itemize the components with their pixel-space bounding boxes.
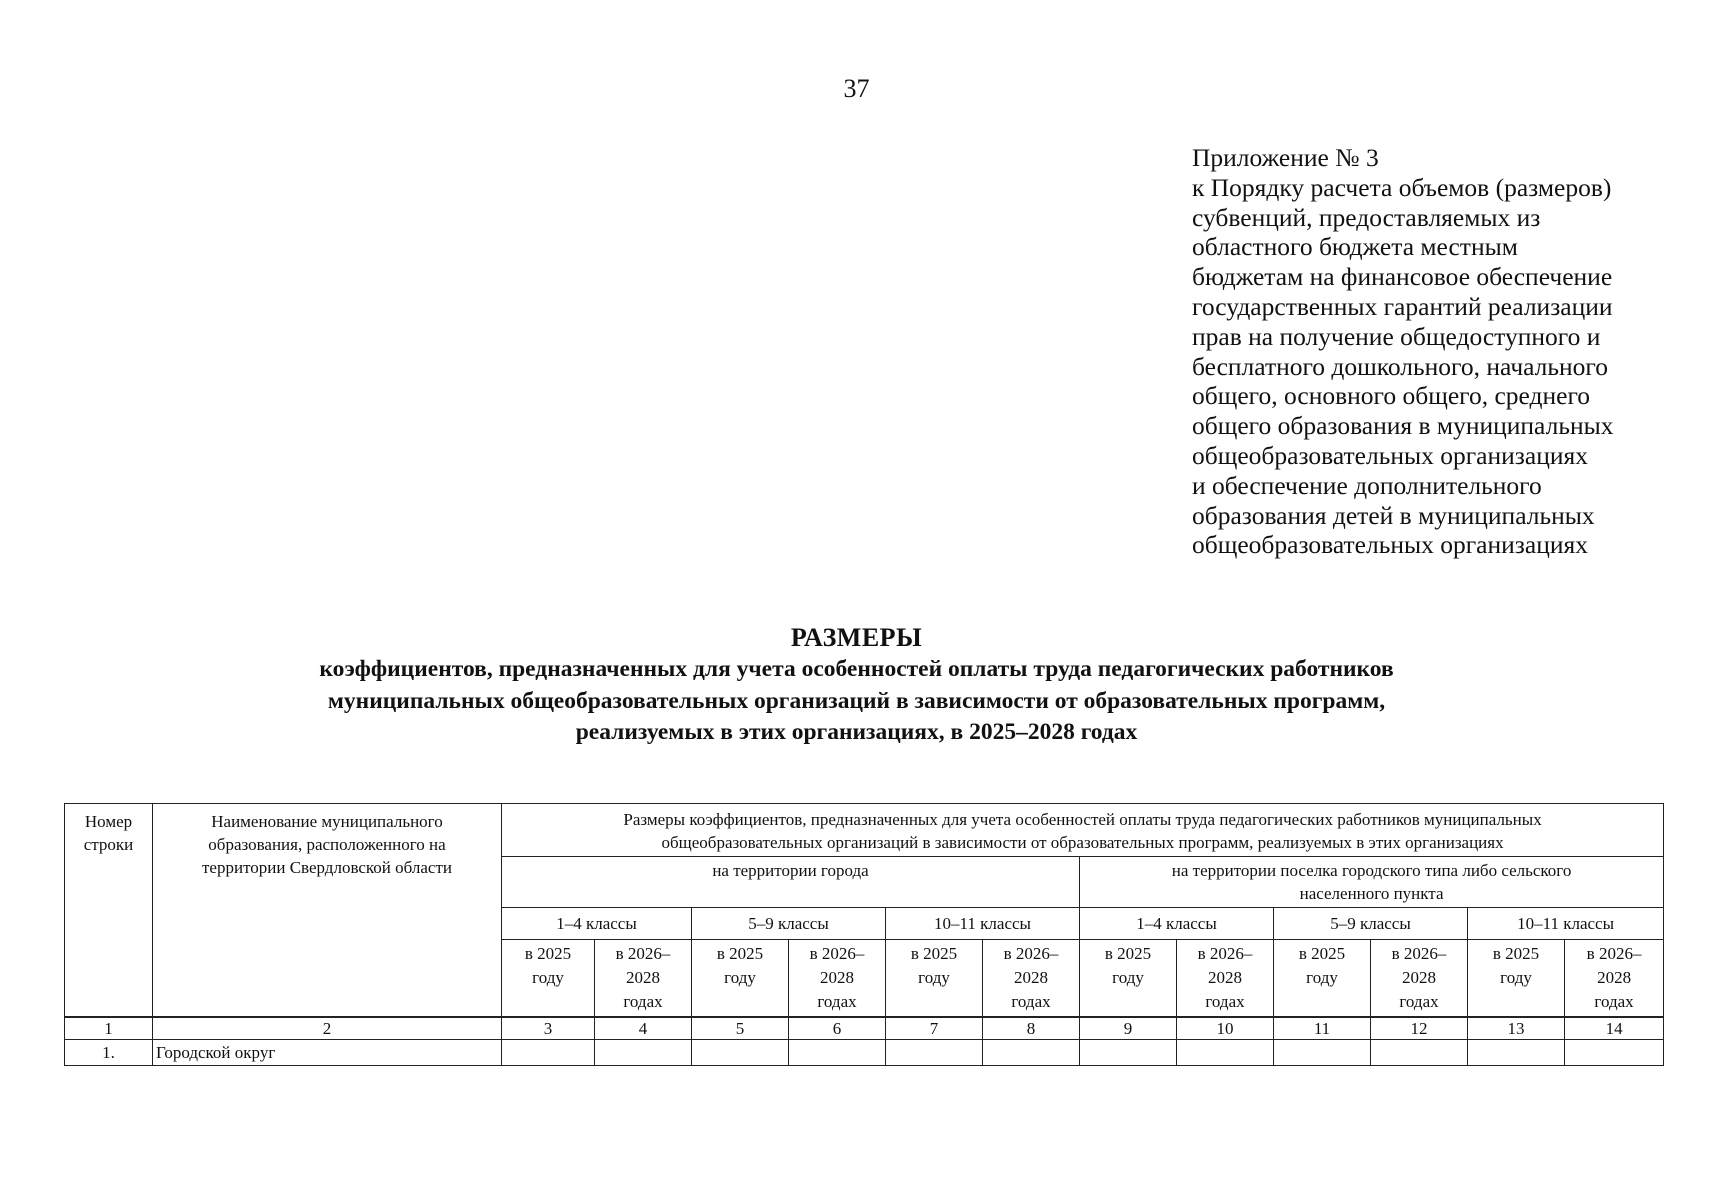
column-number: 10 (1177, 1017, 1274, 1040)
appendix-line: и обеспечение дополнительного (1192, 470, 1542, 500)
header-year: в 2026–2028 годах (983, 940, 1080, 1018)
column-number: 7 (886, 1017, 983, 1040)
header-year: в 2026–2028 годах (1565, 940, 1664, 1018)
appendix-line: образования детей в муниципальных (1192, 500, 1595, 530)
value-cell (789, 1040, 886, 1066)
value-cell (886, 1040, 983, 1066)
header-year: в 2026–2028 годах (595, 940, 692, 1018)
appendix-line: общего, основного общего, среднего (1192, 381, 1591, 411)
header-year: в 2025 году (1274, 940, 1371, 1018)
page-number: 37 (843, 74, 870, 103)
title-sub-line: муниципальных общеобразовательных организаций в зависимости от образовательных программ, (327, 687, 1386, 714)
column-number: 9 (1080, 1017, 1177, 1040)
header-year: в 2025 году (1468, 940, 1565, 1018)
title-sub-line: реализуемых в этих организациях, в 2025–2028 годах (575, 719, 1138, 745)
header-year: в 2026–2028 годах (1177, 940, 1274, 1018)
appendix-line: общеобразовательных организациях (1192, 440, 1588, 470)
header-year: в 2025 году (692, 940, 789, 1018)
value-cell (692, 1040, 789, 1066)
value-cell (1371, 1040, 1468, 1066)
header-row-number: Номер строки (65, 804, 153, 1018)
header-grade: 5–9 классы (1274, 908, 1468, 940)
header-year: в 2025 году (502, 940, 595, 1018)
appendix-line: бюджетам на финансовое обеспечение (1192, 262, 1613, 292)
value-cell (502, 1040, 595, 1066)
document-title (0, 622, 1713, 749)
value-cell (595, 1040, 692, 1066)
header-year: в 2025 году (1080, 940, 1177, 1018)
column-number: 2 (153, 1017, 502, 1040)
table-row (65, 1040, 1664, 1066)
appendix-block (1192, 143, 1692, 560)
appendix-line: общеобразовательных организациях (1192, 530, 1588, 560)
column-number: 8 (983, 1017, 1080, 1040)
column-number: 3 (502, 1017, 595, 1040)
header-coefficients: Размеры коэффициентов, предназначенных для учета особенностей оплаты труда педагогических работников муниципальных общеобразовательных организаций в зависимости от образовательных программ, реализуемых в этих организациях (502, 804, 1664, 857)
value-cell (1080, 1040, 1177, 1066)
title-sub-line: коэффициентов, предназначенных для учета особенностей оплаты труда педагогических работников (319, 656, 1394, 682)
column-number: 11 (1274, 1017, 1371, 1040)
appendix-line: субвенций, предоставляемых из (1192, 202, 1541, 232)
column-numbers-row (65, 1017, 1664, 1040)
header-row (65, 804, 1664, 857)
column-number: 13 (1468, 1017, 1565, 1040)
row-name: Городской округ (153, 1040, 502, 1066)
appendix-line: бесплатного дошкольного, начального (1192, 351, 1609, 381)
appendix-line: Приложение № 3 (1192, 143, 1379, 172)
header-grade: 10–11 классы (886, 908, 1080, 940)
value-cell (1177, 1040, 1274, 1066)
header-grade: 10–11 классы (1468, 908, 1664, 940)
header-grade: 1–4 классы (502, 908, 692, 940)
value-cell (1565, 1040, 1664, 1066)
column-number: 6 (789, 1017, 886, 1040)
column-number: 1 (65, 1017, 153, 1040)
value-cell (1468, 1040, 1565, 1066)
header-grade: 1–4 классы (1080, 908, 1274, 940)
column-number: 12 (1371, 1017, 1468, 1040)
header-year: в 2026–2028 годах (1371, 940, 1468, 1018)
appendix-line: государственных гарантий реализации (1192, 291, 1613, 321)
value-cell (983, 1040, 1080, 1066)
appendix-line: прав на получение общедоступного и (1192, 321, 1601, 351)
header-year: в 2025 году (886, 940, 983, 1018)
column-number: 5 (692, 1017, 789, 1040)
coefficients-table (64, 803, 1664, 1066)
column-number: 14 (1565, 1017, 1664, 1040)
header-territory-rural: на территории поселка городского типа либо сельского населенного пункта (1080, 857, 1664, 908)
row-number: 1. (65, 1040, 153, 1066)
header-grade: 5–9 классы (692, 908, 886, 940)
appendix-line: общего образования в муниципальных (1192, 411, 1614, 441)
value-cell (1274, 1040, 1371, 1066)
appendix-line: областного бюджета местным (1192, 232, 1518, 262)
header-year: в 2026–2028 годах (789, 940, 886, 1018)
title-main: РАЗМЕРЫ (790, 623, 923, 652)
header-territory-city: на территории города (502, 857, 1080, 908)
header-municipality-name: Наименование муниципального образования, расположенного на территории Свердловской области (153, 804, 502, 1018)
appendix-line: к Порядку расчета объемов (размеров) (1192, 172, 1612, 202)
column-number: 4 (595, 1017, 692, 1040)
